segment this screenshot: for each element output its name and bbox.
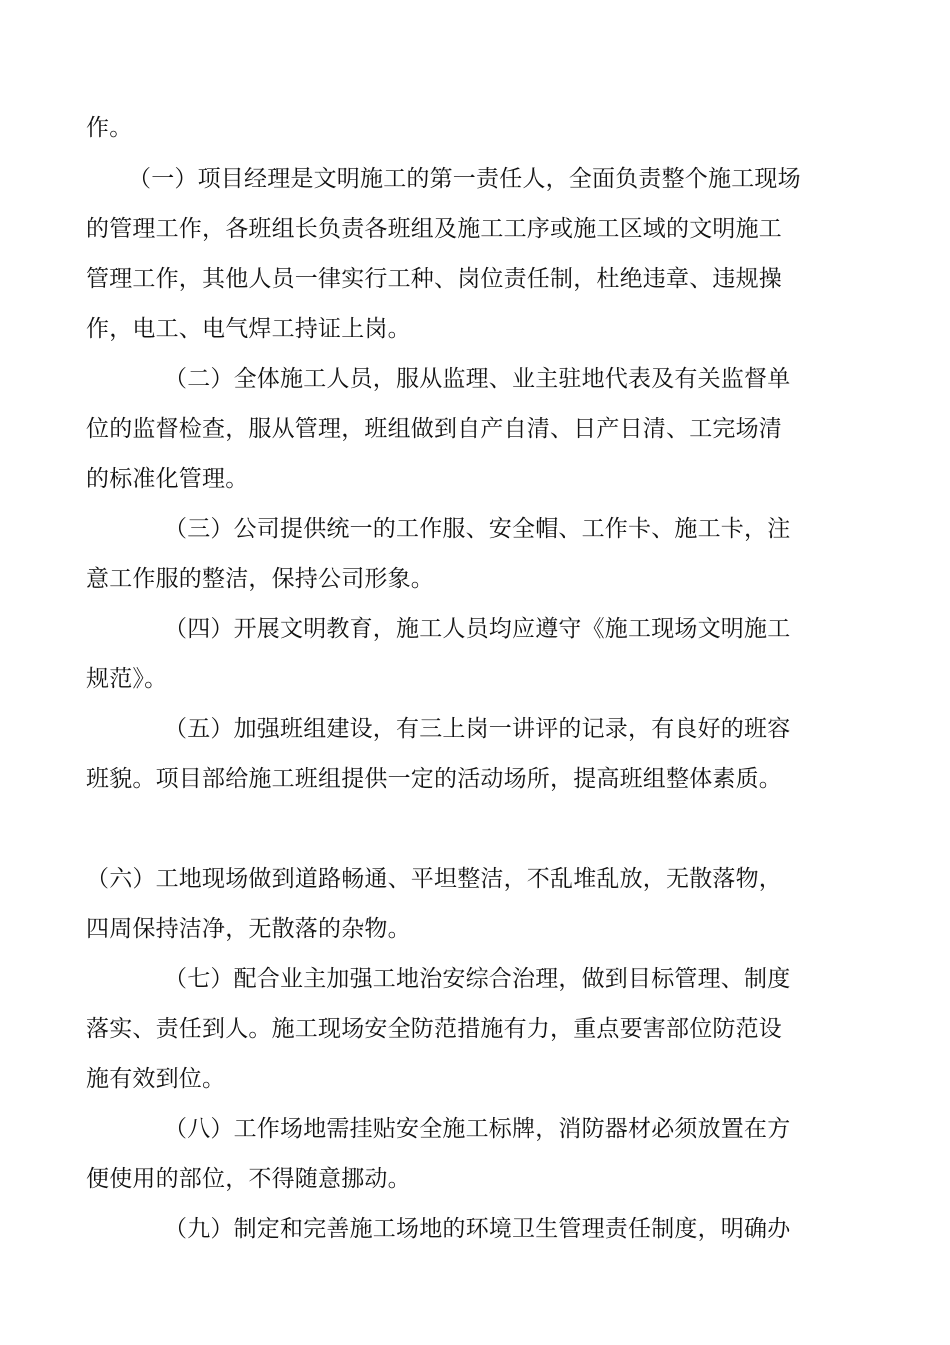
text-line: （一）项目经理是文明施工的第一责任人，全面负责整个施工现场 bbox=[128, 166, 801, 192]
text-line: （八）工作场地需挂贴安全施工标牌，消防器材必须放置在方 bbox=[164, 1116, 791, 1142]
text-line: 的管理工作，各班组长负责各班组及施工工序或施工区域的文明施工 bbox=[86, 216, 782, 242]
text-line: （七）配合业主加强工地治安综合治理，做到目标管理、制度 bbox=[164, 966, 791, 992]
text-line: 便使用的部位，不得随意挪动。 bbox=[86, 1166, 411, 1192]
text-line: 位的监督检查，服从管理，班组做到自产自清、日产日清、工完场清 bbox=[86, 416, 782, 442]
text-line: 意工作服的整洁，保持公司形象。 bbox=[86, 566, 434, 592]
text-line: （六）工地现场做到道路畅通、平坦整洁，不乱堆乱放，无散落物， bbox=[86, 866, 782, 892]
text-line: 施有效到位。 bbox=[86, 1066, 226, 1092]
text-line: （二）全体施工人员，服从监理、业主驻地代表及有关监督单 bbox=[164, 366, 791, 392]
text-line: 作。 bbox=[86, 115, 133, 141]
text-line: 规范》。 bbox=[86, 666, 168, 692]
text-line: 的标准化管理。 bbox=[86, 466, 249, 492]
text-line: （九）制定和完善施工场地的环境卫生管理责任制度，明确办 bbox=[164, 1216, 791, 1242]
text-line: （四）开展文明教育，施工人员均应遵守《施工现场文明施工 bbox=[164, 616, 791, 642]
text-line: 落实、责任到人。施工现场安全防范措施有力，重点要害部位防范设 bbox=[86, 1016, 782, 1042]
text-line: （五）加强班组建设，有三上岗一讲评的记录，有良好的班容 bbox=[164, 716, 791, 742]
text-line: （三）公司提供统一的工作服、安全帽、工作卡、施工卡，注 bbox=[164, 516, 791, 542]
text-line: 管理工作，其他人员一律实行工种、岗位责任制，杜绝违章、违规操 bbox=[86, 266, 782, 292]
text-line: 班貌。项目部给施工班组提供一定的活动场所，提高班组整体素质。 bbox=[86, 766, 782, 792]
text-line: 作，电工、电气焊工持证上岗。 bbox=[86, 316, 411, 342]
text-line: 四周保持洁净，无散落的杂物。 bbox=[86, 916, 411, 942]
